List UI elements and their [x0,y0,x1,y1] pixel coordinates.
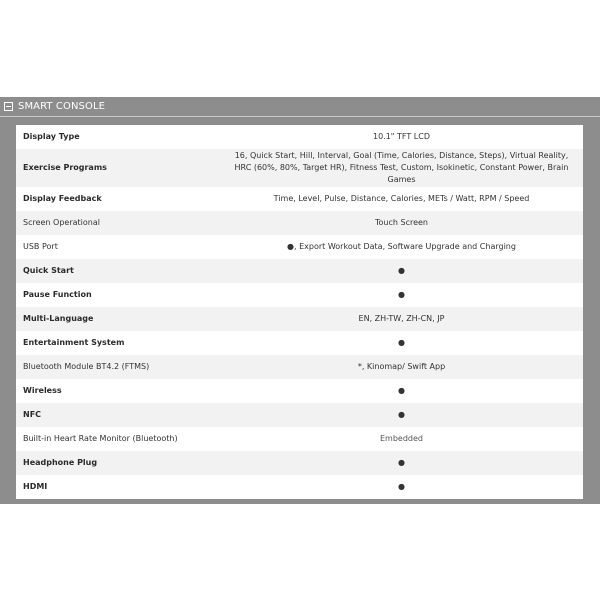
spec-value: EN, ZH-TW, ZH-CN, JP [358,314,445,323]
spec-value: Time, Level, Pulse, Distance, Calories, METs / Watt, RPM / Speed [273,194,530,203]
spec-value: ● [398,338,405,347]
spec-value: 10.1" TFT LCD [372,132,430,141]
spec-row [16,307,583,331]
spec-label: Headphone Plug [23,458,98,467]
spec-label: Multi-Language [23,314,94,323]
spec-table [16,125,583,499]
spec-label: Wireless [23,386,62,395]
section-title: SMART CONSOLE [18,101,106,112]
spec-row [16,451,583,475]
spec-row [16,355,583,379]
section-header[interactable] [0,97,600,117]
spec-row [16,379,583,403]
smart-console-panel [0,97,600,504]
spec-row [16,211,583,235]
spec-row [16,331,583,355]
spec-value: ● [398,482,405,491]
spec-row [16,187,583,211]
spec-value: ● [398,458,405,467]
spec-label: HDMI [23,482,48,491]
spec-value: Touch Screen [374,218,428,227]
spec-row [16,235,583,259]
spec-label: USB Port [23,242,58,251]
spec-row [16,427,583,451]
spec-label: Screen Operational [23,218,100,227]
spec-value: ● [398,290,405,299]
spec-value: ● [398,386,405,395]
spec-row [16,259,583,283]
spec-label: Quick Start [23,266,74,275]
spec-value: *, Kinomap/ Swift App [357,362,446,371]
spec-label: Bluetooth Module BT4.2 (FTMS) [23,362,150,371]
collapse-minus-icon[interactable] [4,102,13,111]
spec-row [16,475,583,499]
spec-row [16,149,583,187]
spec-label: Built-in Heart Rate Monitor (Bluetooth) [23,434,178,443]
spec-value: 16, Quick Start, Hill, Interval, Goal (Time, Calories, Distance, Steps), Virtual Reality, HRC (60%, 80%, Target HR), Fitness Test, Custom, Isokinetic, Constant Power, Brain Games [234,151,569,184]
spec-value: ● [398,410,405,419]
spec-label: Display Feedback [23,194,102,203]
spec-value: Embedded [379,434,423,443]
spec-label: Pause Function [23,290,92,299]
spec-label: Display Type [23,132,80,141]
spec-label: NFC [23,410,42,419]
spec-label: Entertainment System [23,338,125,347]
spec-row [16,125,583,149]
spec-value: ●, Export Workout Data, Software Upgrade and Charging [287,242,516,251]
spec-value: ● [398,266,405,275]
spec-table-body [16,125,583,499]
spec-label: Exercise Programs [23,163,107,172]
spec-row [16,403,583,427]
spec-row [16,283,583,307]
